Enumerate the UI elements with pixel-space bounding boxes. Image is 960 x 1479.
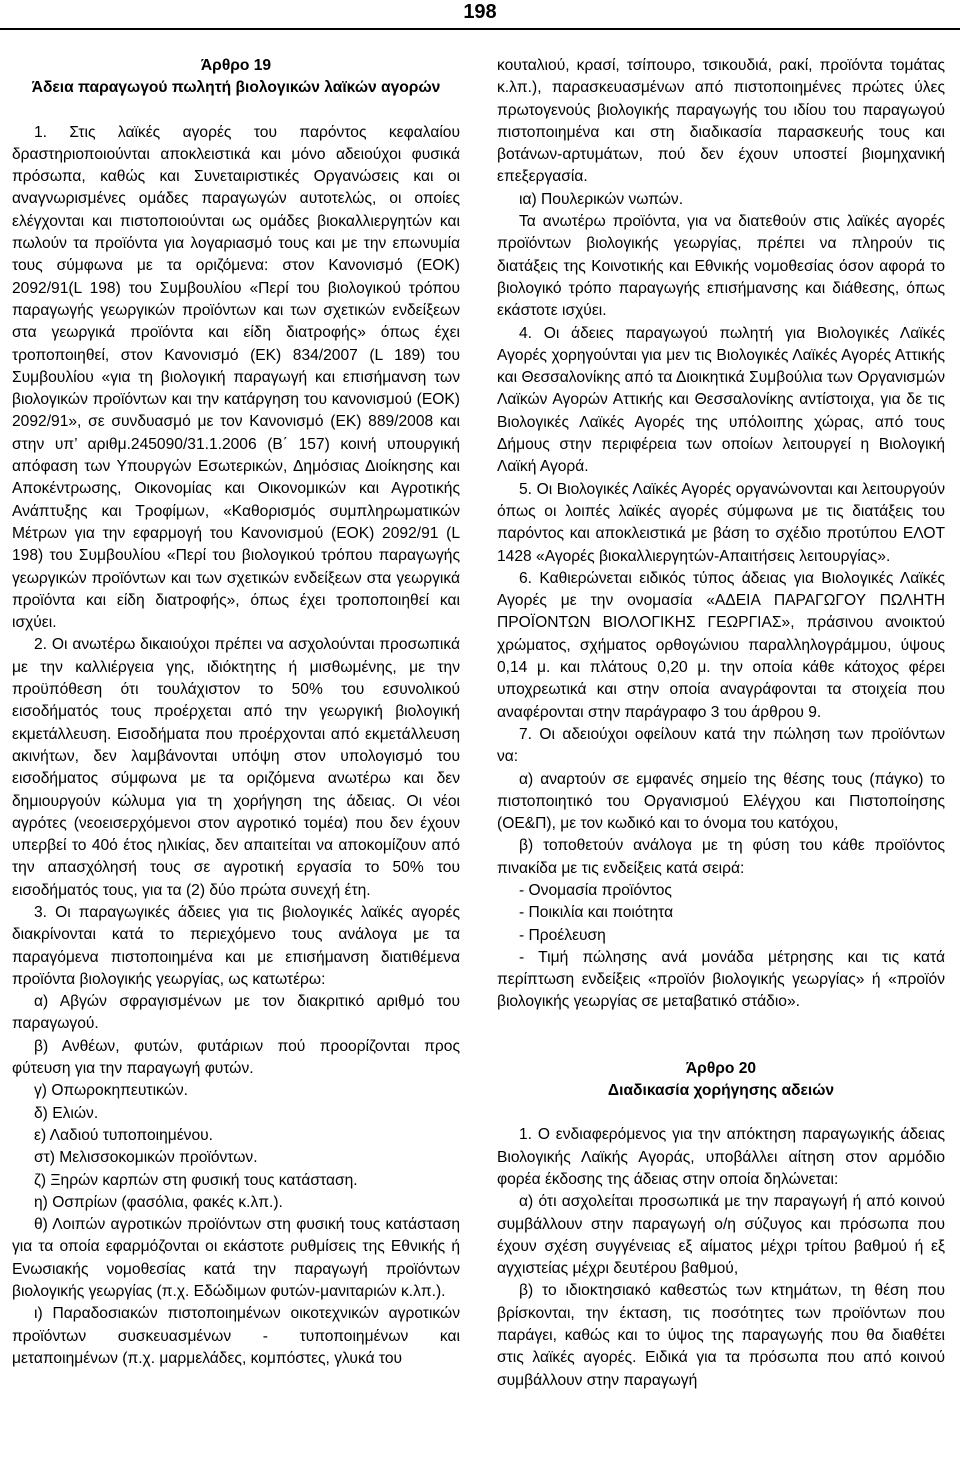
list-item: β) τοποθετούν ανάλογα με τη φύση του κάθε προϊόντος πινακίδα με τις ενδείξεις κατά σειρά: <box>497 837 945 877</box>
header-rule <box>0 28 960 30</box>
list-item: ια) Πουλερικών νωπών. <box>519 190 684 208</box>
list-item: - Ονομασία προϊόντος <box>519 881 672 899</box>
article-19-title: Άρθρο 19 <box>200 57 272 74</box>
list-item: β) Ανθέων, φυτών, φυτάριων πού προορίζονται προς φύτευση για την παραγωγή φυτών. <box>12 1037 460 1078</box>
list-item: ε) Λαδιού τυποποιημένου. <box>34 1126 214 1144</box>
list-item: - Τιμή πώλησης ανά μονάδα μέτρησης και τις κατά περίπτωση ενδείξεις «προϊόν βιολογικής γεωργίας» ή «προϊόν βιολογικής γεωργίας σε μεταβατικό στάδιο». <box>497 948 945 1011</box>
article-19-subtitle: Άδεια παραγωγού πωλητή βιολογικών λαϊκών αγορών <box>31 79 441 97</box>
paragraph: 1. Στις λαϊκές αγορές του παρόντος κεφαλαίου δραστηριοποιούνται αποκλειστικά και μόνο αδειούχοι φυσικά πρόσωπα, καθώς και Συνεταιριστικές Οργανώσεις και οι αναγνωρισμένες ομάδες παραγωγών αυτοτελώς, οι οποίες ελέγχονται και πιστοποιούνται ως ομάδες βιοκαλλιεργητών και πωλούν τα προϊόντα για λογαριασμό τους και με την επωνυμία τους σύμφωνα με τα οριζόμενα: στον Κανονισμό (ΕΟΚ) 2092/91(L 198) του Συμβουλίου «Περί του βιολογικού τρόπου παραγωγής γεωργικών προϊόντων και των σχετικών ενδείξεων στα γεωργικά προϊόντα και είδη διατροφής» όπως έχει τροποποιηθεί, στον Κανονισμό (ΕΚ) 834/2007 (L 189) του Συμβουλίου «για τη βιολογική παραγωγή και επισήμανση των βιολογικών προϊόντων και την κατάργηση του κανονισμού (ΕΟΚ) 2092/91», σε συνδυασμό με τον Κανονισμό (ΕΚ) 889/2008 και στην υπ’ αριθμ.245090/31.1.2006 (Β΄ 157) κοινή υπουργική απόφαση των Υπουργών Εσωτερικών, Δημόσιας Διοίκησης και Αποκέντρωσης, Οικονομίας και Οικονομικών και Αγροτικής Ανάπτυξης και Τροφίμων, «Καθορισμός συμπληρωματικών Μέτρων για την εφαρμογή του Κανονισμού (ΕΟΚ) 2092/91 (L 198) του Συμβουλίου «Περί του βιολογικού τρόπου παραγωγής γεωργικών προϊόντων και των σχετικών ενδείξεων στα γεωργικά προϊόντα και είδη διατροφής», όπως έχει τροποποιηθεί και ισχύει. <box>12 123 460 632</box>
paragraph: 5. Οι Βιολογικές Λαϊκές Αγορές οργανώνονται και λειτουργούν όπως οι λοιπές λαϊκές αγορές σύμφωνα με τις διατάξεις του παρόντος και αποκλειστικά με βάση το σχέδιο προτύπου ΕΛΟΤ 1428 «Αγορές βιοκαλλιεργητών-Απαιτήσεις λειτουργίας». <box>497 480 945 565</box>
article-20-subtitle: Διαδικασία χορήγησης αδειών <box>607 1082 835 1100</box>
list-item: ι) Παραδοσιακών πιστοποιημένων οικοτεχνικών αγροτικών προϊόντων συσκευασμένων - τυποποιημένων και μεταποιημένων (π.χ. μαρμελάδες, κομπόστες, γλυκά του <box>12 1305 460 1367</box>
list-item: δ) Ελιών. <box>34 1104 99 1122</box>
list-item: - Προέλευση <box>519 926 606 944</box>
article-20-title: Άρθρο 20 <box>685 1059 757 1077</box>
paragraph: 1. Ο ενδιαφερόμενος για την απόκτηση παραγωγικής άδειας Βιολογικής Λαϊκής Αγοράς, υποβάλλει αίτηση στον αρμόδιο φορέα έκδοσης της άδειας στην οποία δηλώνεται: <box>497 1126 945 1188</box>
list-item: γ) Οπωροκηπευτικών. <box>34 1082 188 1100</box>
left-column <box>12 55 460 1370</box>
paragraph: 4. Οι άδειες παραγωγού πωλητή για Βιολογικές Λαϊκές Αγορές χορηγούνται για μεν τις Βιολογικές Λαϊκές Αγορές Αττικής και Θεσσαλονίκης από τα Διοικητικά Συμβούλια των Οργανισμών Λαϊκών Αγορών Αττικής και Θεσσαλονίκης αντίστοιχα, για δε τις Βιολογικές Λαϊκές Αγορές της υπόλοιπης χώρας, από τους Δήμους στην περιφέρεια των οποίων λειτουργεί η Βιολογική Λαϊκή Αγορά. <box>497 324 945 476</box>
page-number: 198 <box>463 1 497 23</box>
paragraph-continued: κουταλιού, κρασί, τσίπουρο, τσικουδιά, ρακί, προϊόντα τομάτας κ.λπ.), παρασκευασμένων από πιστοποιημένες πρώτες ύλες πρωτογενούς βιολογικής παραγωγής του ιδίου του παραγωγού πιστοποιημένα και στη διαδικασία παρασκευής τους και βοτάνων-αρτυμάτων, πού δεν έχουν υποστεί βιομηχανική επεξεργασία. <box>497 57 945 186</box>
list-item: α) αναρτούν σε εμφανές σημείο της θέσης τους (πάγκο) το πιστοποιητικό του Οργανισμού Ελέγχου και Πιστοποίησης (ΟΕ&Π), με τον κωδικό και το όνομα του κατόχου, <box>497 770 945 833</box>
list-item: η) Οσπρίων (φασόλια, φακές κ.λπ.). <box>34 1193 283 1211</box>
list-item: ζ) Ξηρών καρπών στη φυσική τους κατάσταση. <box>34 1171 358 1189</box>
list-item: α) ότι ασχολείται προσωπικά με την παραγωγή ή από κοινού συμβάλλουν στην παραγωγή ο/η σύζυγος και πρόσωπα που έχουν σχέση συγγένειας εξ αίματος μέχρι τρίτου βαθμού ή εξ αγχιστείας μέχρι δευτέρου βαθμού, <box>497 1193 945 1278</box>
list-item: α) Αβγών σφραγισμένων με τον διακριτικό αριθμό του παραγωγού. <box>12 993 460 1033</box>
list-item: β) το ιδιοκτησιακό καθεστώς των κτημάτων, τη θέση που βρίσκονται, την έκταση, τις ποσότητες των προϊόντων που παράγει, καθώς και το ύψος της παραγωγής που θα διαθέτει στις λαϊκές αγορές. Ειδικά για τα πρόσωπα που από κοινού συμβάλλουν στην παραγωγή <box>497 1282 945 1389</box>
paragraph: Τα ανωτέρω προϊόντα, για να διατεθούν στις λαϊκές αγορές προϊόντων βιολογικής γεωργίας, πρέπει να πληρούν τις διατάξεις της Κοινοτικής και Εθνικής νομοθεσίας όσον αφορά το βιολογικό τρόπο παραγωγής επισήμανσης και διάθεσης, όπως εκάστοτε ισχύει. <box>497 213 945 320</box>
right-column <box>497 55 945 1392</box>
paragraph: 7. Οι αδειούχοι οφείλουν κατά την πώληση των προϊόντων να: <box>497 725 945 766</box>
list-item: θ) Λοιπών αγροτικών προϊόντων στη φυσική τους κατάσταση για τα οποία εφαρμόζονται οι εκάστοτε ρυθμίσεις της Εθνικής ή Ενωσιακής νομοθεσίας κατά την παραγωγή προϊόντων βιολογικής γεωργίας (π.χ. Εδώδιμων φυτών-μανιταριών κ.λπ.). <box>12 1216 460 1301</box>
paragraph: 6. Καθιερώνεται ειδικός τύπος άδειας για Βιολογικές Λαϊκές Αγορές με την ονομασία «ΑΔΕΙΑ ΠΑΡΑΓΩΓΟΥ ΠΩΛΗΤΗ ΠΡΟΪΟΝΤΩΝ ΒΙΟΛΟΓΙΚΗΣ ΓΕΩΡΓΙΑΣ», πράσινου ανοικτού χρώματος, σχήματος ορθογώνιου παραλληλογράμμου, ύψους 0,14 μ. και πλάτους 0,20 μ. την οποία κάθε κάτοχος φέρει υποχρεωτικά και στην οποία αναγράφονται τα στοιχεία που αναφέρονται στην παράγραφο 3 του άρθρου 9. <box>497 569 945 721</box>
list-item: - Ποικιλία και ποιότητα <box>519 904 674 922</box>
list-item: στ) Μελισσοκομικών προϊόντων. <box>34 1149 258 1167</box>
paragraph: 2. Οι ανωτέρω δικαιούχοι πρέπει να ασχολούνται προσωπικά με την καλλιέργεια γης, ιδιόκτητης ή μισθωμένης, με την προϋπόθεση ότι τουλάχιστον το 50% του εσυνολικού εισοδήματός τους προέρχεται από την γεωργική βιολογική εκμετάλλευση. Εισοδήματα που προέρχονται από εκμετάλλευση ακινήτων, δεν λαμβάνονται υπόψη στον υπολογισμό του εισοδήματος σύμφωνα με τα οριζόμενα ανωτέρω και δεν δημιουργούν κώλυμα για τη χορήγηση της άδειας. Οι νέοι αγρότες (νεοεισερχόμενοι στον αγροτικό τομέα) που δεν έχουν υπερβεί το 40ό έτος ηλικίας, δεν απαιτείται να αποκομίζουν από την απασχόλησή τους σε αγροτική εργασία το 50% του εισοδήματός τους, για τα (2) δύο πρώτα συνεχή έτη. <box>12 636 460 899</box>
paragraph: 3. Οι παραγωγικές άδειες για τις βιολογικές λαϊκές αγορές διακρίνονται κατά το περιεχόμενο τους ανάλογα με τα παραγόμενα πιστοποιημένα και με επισήμανση διατιθέμενα προϊόντα βιολογικής γεωργίας, ως κατωτέρω: <box>12 903 460 988</box>
